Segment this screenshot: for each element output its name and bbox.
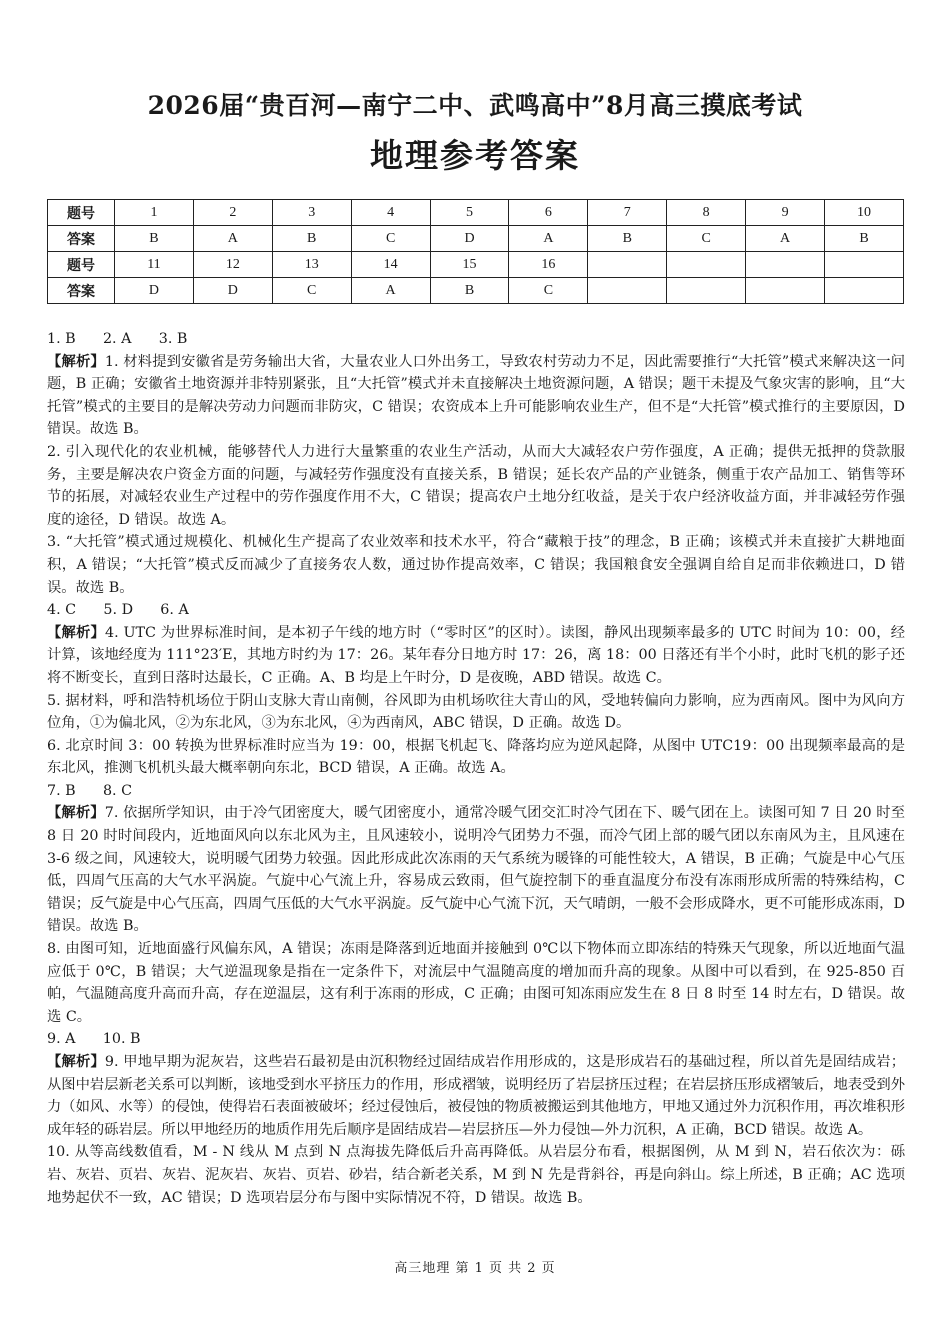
answer-cell: A — [351, 278, 430, 304]
analysis-tag: 【解析】 — [47, 353, 105, 370]
explanation-paragraph: 8. 由图可知，近地面盛行风偏东风，A 错误；冻雨是降落到近地面并接触到 0℃以下物体而立即冻结的特殊天气现象，所以近地面气温应低于 0℃，B 错误；大气逆温现象是指在一定条件下，对流层中气温随高度的增加而升高的现象。从图中可以看到，在 925-850 百帕，气温随高度升高而升高，存在逆温层，这有利于冻雨的形成，C 正确；由图可知冻雨应发生在 8 日 8 时至 14 时左右，D 错误。故选 C。 — [47, 941, 905, 1025]
answer-table — [47, 199, 904, 304]
question-number: 9 — [746, 200, 825, 226]
explanation-paragraph: 5. 据材料，呼和浩特机场位于阴山支脉大青山南侧，谷风即为由机场吹往大青山的风，受地转偏向力影响，应为西南风。图中为风向方位角，①为偏北风，②为东北风，③为东北风，④为西南风，ABC 错误，D 正确。故选 D。 — [47, 692, 905, 732]
answer-cell: D — [430, 226, 509, 252]
answer-cell: B — [115, 226, 194, 252]
answer-cell: A — [193, 226, 272, 252]
answer-cell: C — [351, 226, 430, 252]
question-number — [746, 252, 825, 278]
question-number — [588, 252, 667, 278]
question-label: 题号 — [48, 252, 115, 278]
answer-cell — [588, 278, 667, 304]
question-number — [825, 252, 904, 278]
answer-label: 答案 — [48, 226, 115, 252]
question-number: 7 — [588, 200, 667, 226]
page-footer: 高三地理 第 1 页 共 2 页 — [394, 1261, 556, 1276]
answers-line: 7. B 8. C — [47, 782, 133, 799]
question-number: 15 — [430, 252, 509, 278]
explanation-paragraph: 2. 引入现代化的农业机械，能够替代人力进行大量繁重的农业生产活动，从而大大减轻农户劳作强度，A 正确；提供无抵押的贷款服务，主要是解决农户资金方面的问题，与减轻劳作强度没有直接关系，B 错误；延长农产品的产业链条，侧重于农产品加工、销售等环节的拓展，对减轻农业生产过程中的劳作强度作用不大，C 错误；提高农户土地分红收益，是关于农户经济收益方面，并非减轻劳作强度的途径，D 错误。故选 A。 — [47, 443, 905, 528]
answers-line: 1. B 2. A 3. B — [47, 331, 188, 347]
explanation-paragraph: 【解析】9. 甲地早期为泥灰岩，这些岩石最初是由沉积物经过固结成岩作用形成的，这是形成岩石的基础过程，所以首先是固结成岩；从图中岩层新老关系可以判断，该地受到水平挤压力的作用，形成褶皱，说明经历了岩层挤压过程；在岩层挤压形成褶皱后，地表受到外力（如风、水等）的侵蚀，使得岩石表面被破坏；经过侵蚀后，被侵蚀的物质被搬运到其他地方，甲地又通过外力沉积作用，再次堆积形成年轻的砾岩层。所以甲地经历的地质作用先后顺序是固结成岩—岩层挤压—外力侵蚀—外力沉积，A 正确，BCD 错误。故选 A。 — [47, 1054, 905, 1138]
answer-cell: C — [272, 278, 351, 304]
answer-cell: D — [115, 278, 194, 304]
explanation-paragraph: 【解析】1. 材料提到安徽省是劳务输出大省，大量农业人口外出务工，导致农村劳动力不足，因此需要推行“大托管”模式来解决这一问题，B 正确；安徽省土地资源并非特别紧张，且“大托管”模式并未直接解决土地资源问题，A 错误；题干未提及气象灾害的影响，且“大托管”模式的主要目的是解决劳动力问题而非防灾，C 错误；农资成本上升可能影响农业生产，但不是“大托管”模式推行的主要原因，D 错误。故选 B。 — [47, 353, 905, 438]
question-number: 5 — [430, 200, 509, 226]
question-number: 12 — [193, 252, 272, 278]
answer-row-1 — [48, 226, 904, 252]
explanations — [47, 328, 905, 1209]
question-number: 16 — [509, 252, 588, 278]
subject-title: 地理参考答案 — [370, 136, 580, 175]
explanation-paragraph: 3. “大托管”模式通过规模化、机械化生产提高了农业效率和技术水平，符合“藏粮于技”的理念，B 正确；该模式并未直接扩大耕地面积，A 错误；“大托管”模式反而减少了直接务农人数，通过协作提高效率，C 错误；我国粮食安全强调自给自足而非依赖进口，D 错误。故选 B。 — [47, 534, 905, 596]
answer-cell: B — [825, 226, 904, 252]
explanation-paragraph: 【解析】7. 依据所学知识，由于冷气团密度大，暖气团密度小，通常冷暖气团交汇时冷气团在下、暖气团在上。读图可知 7 日 20 时至 8 日 20 时时间段内，近地面风向以东北风为主，且风速较小，说明冷气团势力不强，而冷气团上部的暖气团以东南风为主，且风速在 3-6 级之间，风速较大，说明暖气团势力较强。因此形成此次冻雨的天气系统为暖锋的可能性较大，A 错误，B 正确；气旋是中心气压低，四周气压高的大气水平涡旋。气旋中心气流上升，容易成云致雨，但气旋控制下的垂直温度分布没有冻雨形成所需的特殊结构，C 错误；反气旋是中心气压高，四周气压低的大气水平涡旋。反气旋中心气流下沉，天气晴朗，一般不会形成降水，更不可能形成冻雨，D 错误。故选 B。 — [47, 805, 905, 935]
answer-cell — [746, 278, 825, 304]
question-number: 10 — [825, 200, 904, 226]
question-number: 8 — [667, 200, 746, 226]
answer-cell: B — [588, 226, 667, 252]
explanation-paragraph: 10. 从等高线数值看，M - N 线从 M 点到 N 点海拔先降低后升高再降低。从岩层分布看，根据图例，从 M 到 N，岩石依次为：砾岩、灰岩、页岩、灰岩、泥灰岩、灰岩、页岩、砂岩，结合新老关系，M 到 N 先是背斜谷，再是向斜山。综上所述，B 正确；AC 选项地势起伏不一致，AC 错误；D 选项岩层分布与图中实际情况不符，D 错误。故选 B。 — [47, 1144, 905, 1206]
exam-title: 2026届“贵百河—南宁二中、武鸣高中”8月高三摸底考试 — [147, 91, 803, 120]
answers-line: 4. C 5. D 6. A — [47, 602, 189, 619]
question-number: 13 — [272, 252, 351, 278]
answer-row-2 — [48, 278, 904, 304]
question-number: 4 — [351, 200, 430, 226]
question-row-2 — [48, 252, 904, 278]
answer-cell: B — [272, 226, 351, 252]
question-number: 1 — [115, 200, 194, 226]
answer-cell: C — [509, 278, 588, 304]
question-number — [667, 252, 746, 278]
question-number: 3 — [272, 200, 351, 226]
question-number: 6 — [509, 200, 588, 226]
question-number: 2 — [193, 200, 272, 226]
analysis-tag: 【解析】 — [47, 805, 105, 822]
answer-cell: C — [667, 226, 746, 252]
answer-cell — [825, 278, 904, 304]
question-number: 14 — [351, 252, 430, 278]
answer-label: 答案 — [48, 278, 115, 304]
explanation-paragraph: 6. 北京时间 3：00 转换为世界标准时应当为 19：00，根据飞机起飞、降落均应为逆风起降，从图中 UTC19：00 出现频率最高的是东北风，推测飞机机头最大概率朝向东北，BCD 错误，A 正确。故选 A。 — [47, 737, 906, 777]
answer-cell: D — [193, 278, 272, 304]
question-row-1 — [48, 200, 904, 226]
answer-cell: A — [746, 226, 825, 252]
answers-line: 9. A 10. B — [47, 1031, 141, 1048]
answer-cell: B — [430, 278, 509, 304]
analysis-tag: 【解析】 — [47, 624, 106, 641]
question-label: 题号 — [48, 200, 115, 226]
explanation-paragraph: 【解析】4. UTC 为世界标准时间，是本初子午线的地方时（“零时区”的区时）。读图，静风出现频率最多的 UTC 时间为 10：00，经计算，该地经度为 111°23′E，其地方时约为 17：26。某年春分日地方时 17：26，离 18：00 日落还有半个小时，此时飞机的影子还将不断变长，直到日落时达最长，C 正确。A、B 均是上午时分，D 是夜晚，ABD 错误。故选 C。 — [47, 624, 905, 686]
answer-cell — [667, 278, 746, 304]
answer-cell: A — [509, 226, 588, 252]
analysis-tag: 【解析】 — [47, 1054, 105, 1070]
question-number: 11 — [115, 252, 194, 278]
